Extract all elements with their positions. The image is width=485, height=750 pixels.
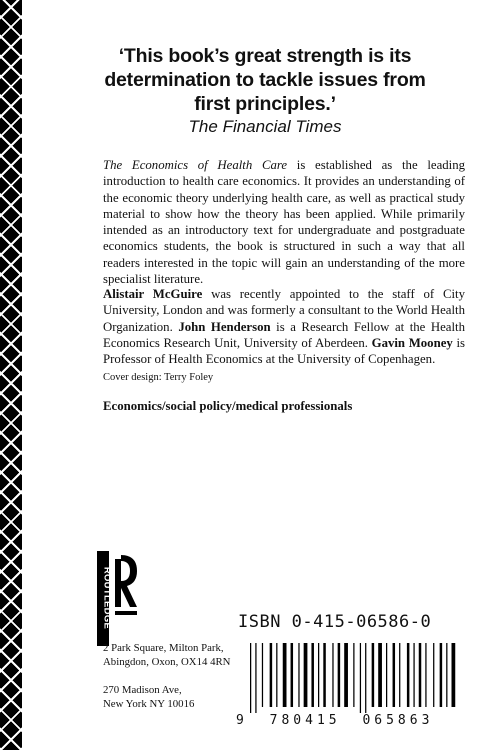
barcode-bar-8 — [304, 643, 308, 707]
cover-credit: Cover design: Terry Foley — [103, 372, 214, 383]
ean-group-2: 065863 — [362, 713, 434, 728]
barcode-bar-5 — [283, 643, 287, 707]
description-text: is established as the leading introduction to health care economics. It provides an understanding of the economic theory underlying health care, as well as practical study material to show how the theory has been applied. While primarily intended as an introductory text for undergraduate and postgraduate economics students, the book is structured in such a way that all readers interested in the topic will gain an understanding of the more specialist literature. — [103, 158, 465, 287]
ean-digits — [236, 713, 468, 728]
barcode-bar-11 — [323, 643, 326, 707]
author-bios — [103, 286, 465, 367]
barcode-bar-20 — [386, 643, 387, 707]
author-bio-2: is a Research Fellow at the Health Economics Research Unit, University of Aberdeen. — [103, 319, 465, 350]
barcode-bar-12 — [332, 643, 333, 707]
quote-source: The Financial Times — [188, 117, 342, 136]
author-name-3: Gavin Mooney — [371, 335, 453, 350]
author-name-1: Alistair McGuire — [103, 287, 203, 301]
barcode-bar-22 — [399, 643, 400, 707]
barcode-bar-6 — [291, 643, 294, 707]
barcode-bar-29 — [446, 643, 447, 707]
author-bio-3: is Professor of Health Economics at the University of Copenhagen. — [103, 335, 465, 367]
publisher-address-uk-1: 2 Park Square, Milton Park, — [103, 642, 224, 654]
quote-line-1: ‘This book’s great strength is its — [118, 45, 412, 67]
barcode-bar-15 — [353, 643, 354, 707]
barcode-bar-9 — [311, 643, 314, 707]
barcode-bar-19 — [378, 643, 382, 707]
publisher-address-us-2: New York NY 10016 — [103, 698, 195, 710]
ean-first-digit: 9 — [236, 713, 244, 728]
author-bio-1: was recently appointed to the staff of City University, London and was formerly a consultant to the World Health Organization. — [103, 287, 466, 334]
subject-category: Economics/social policy/medical professionals — [103, 399, 353, 413]
barcode-bar-30 — [452, 643, 456, 707]
book-description — [103, 157, 465, 287]
barcode-bar-26 — [425, 643, 426, 707]
barcode-bar-3 — [270, 643, 273, 707]
barcode-bar-2 — [262, 643, 263, 707]
barcode-bar-14 — [344, 643, 348, 707]
logo-wordmark: ROUTLEDGE — [101, 566, 113, 630]
barcode-bar-24 — [413, 643, 414, 707]
barcode-bar-10 — [318, 643, 319, 707]
routledge-logo — [97, 551, 139, 646]
publisher-address-uk-2: Abingdon, Oxon, OX14 4RN — [103, 656, 231, 668]
barcode-bar-0 — [250, 643, 251, 713]
barcode-bar-28 — [440, 643, 443, 707]
barcode-bar-25 — [419, 643, 422, 707]
barcode-bar-17 — [365, 643, 366, 713]
barcode-bar-23 — [407, 643, 410, 707]
barcode-bar-18 — [372, 643, 375, 707]
ean-barcode — [248, 643, 458, 713]
book-title: The Economics of Health Care — [103, 158, 288, 172]
barcode-bar-27 — [433, 643, 434, 707]
barcode-bar-21 — [393, 643, 396, 707]
author-name-2: John Henderson — [178, 319, 271, 334]
isbn-number: ISBN 0-415-06586-0 — [238, 612, 432, 632]
ean-group-1: 780415 — [269, 713, 341, 728]
barcode-bar-16 — [360, 643, 361, 713]
publisher-address-us-1: 270 Madison Ave, — [103, 684, 182, 696]
quote-line-2: determination to tackle issues from — [104, 69, 426, 91]
barcode-bar-7 — [298, 643, 299, 707]
spine-lattice-pattern — [0, 0, 22, 750]
review-quote — [60, 44, 470, 138]
quote-line-3: first principles.’ — [194, 93, 336, 115]
barcode-bar-4 — [276, 643, 277, 707]
barcode-bar-1 — [255, 643, 256, 713]
barcode-bar-13 — [338, 643, 341, 707]
